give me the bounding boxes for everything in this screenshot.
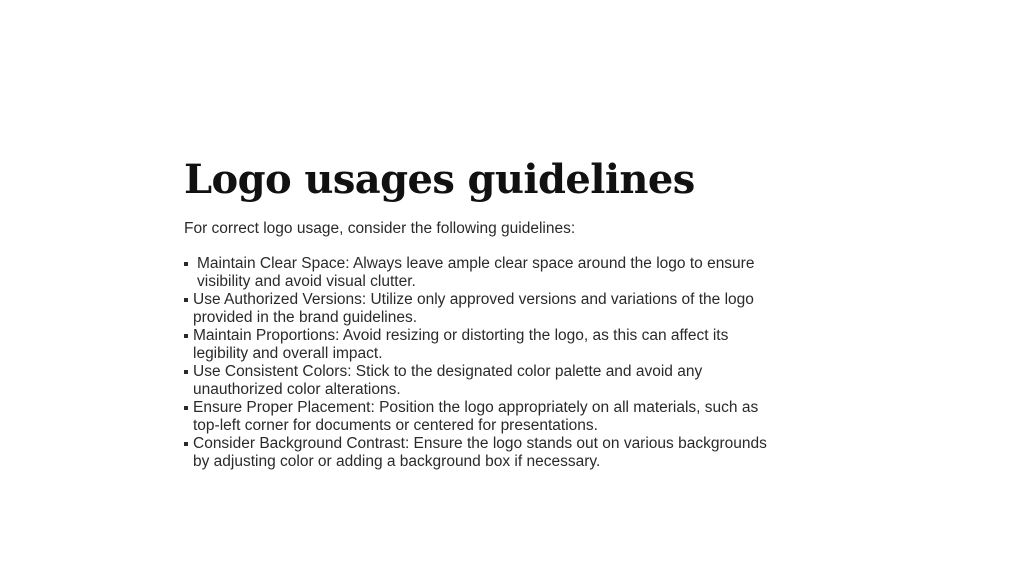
bullet-icon — [184, 370, 188, 374]
list-item — [184, 435, 784, 471]
list-item — [184, 291, 784, 327]
bullet-icon — [184, 262, 188, 266]
bullet-icon — [184, 442, 188, 446]
guideline-text: Maintain Proportions: Avoid resizing or distorting the logo, as this can affect its legibility and overall impact. — [193, 327, 729, 362]
guideline-text: Maintain Clear Space: Always leave ample clear space around the logo to ensure visibility and avoid visual clutter. — [197, 255, 755, 290]
guideline-text: Consider Background Contrast: Ensure the logo stands out on various backgrounds by adjusting color or adding a background box if necessary. — [193, 435, 767, 470]
guideline-text: Ensure Proper Placement: Position the logo appropriately on all materials, such as top-left corner for documents or centered for presentations. — [193, 399, 759, 434]
list-item — [184, 327, 784, 363]
guideline-text: Use Consistent Colors: Stick to the designated color palette and avoid any unauthorized color alterations. — [193, 363, 703, 398]
guidelines-list — [184, 255, 784, 471]
list-item — [184, 255, 784, 291]
bullet-icon — [184, 298, 188, 302]
intro-text: For correct logo usage, consider the following guidelines: — [184, 220, 576, 237]
list-item — [184, 363, 784, 399]
page-title: Logo usages guidelines — [184, 156, 695, 203]
guideline-text: Use Authorized Versions: Utilize only approved versions and variations of the logo provided in the brand guidelines. — [193, 291, 754, 326]
bullet-icon — [184, 334, 188, 338]
list-item — [184, 399, 784, 435]
slide-content — [184, 156, 784, 471]
bullet-icon — [184, 406, 188, 410]
